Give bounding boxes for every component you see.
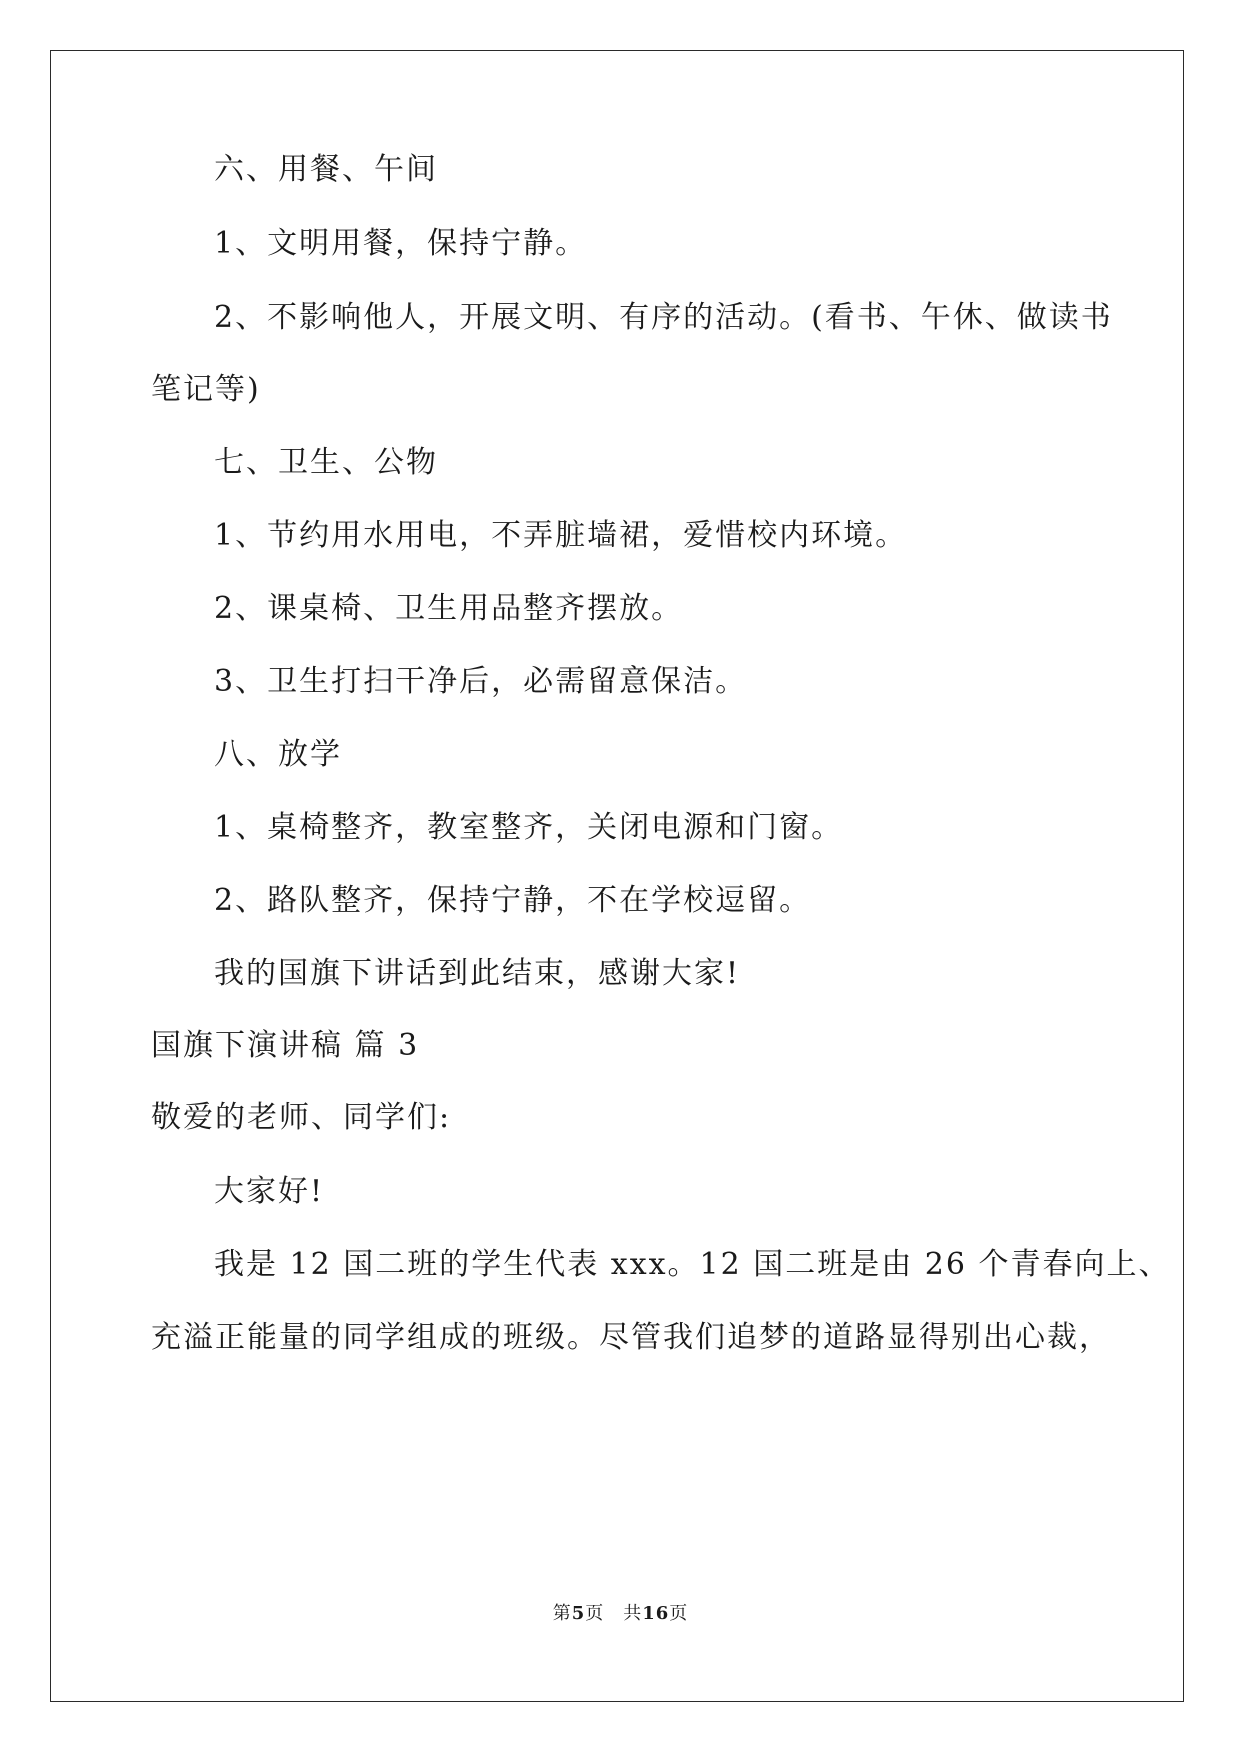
total-page-count: 16 xyxy=(642,1603,670,1624)
section-title: 国旗下演讲稿 篇 3 xyxy=(151,1028,420,1063)
paragraph-line-continued: 充溢正能量的同学组成的班级。尽管我们追梦的道路显得别出心裁， xyxy=(151,1320,1111,1355)
paragraph-line: 1、桌椅整齐，教室整齐，关闭电源和门窗。 xyxy=(214,810,844,845)
footer-prefix: 第 xyxy=(552,1603,572,1624)
page-footer xyxy=(0,1602,1241,1626)
section-heading-6: 六、用餐、午间 xyxy=(214,152,438,187)
paragraph-line: 2、课桌椅、卫生用品整齐摆放。 xyxy=(214,591,684,626)
paragraph-line: 2、不影响他人，开展文明、有序的活动。(看书、午休、做读书 xyxy=(214,300,1113,335)
paragraph-line: 1、节约用水用电，不弄脏墙裙，爱惜校内环境。 xyxy=(214,518,908,553)
closing-line: 我的国旗下讲话到此结束，感谢大家! xyxy=(214,956,741,991)
current-page-number: 5 xyxy=(571,1603,586,1624)
paragraph-line: 2、路队整齐，保持宁静，不在学校逗留。 xyxy=(214,883,812,918)
paragraph-line: 1、文明用餐，保持宁静。 xyxy=(214,226,588,261)
section-heading-7: 七、卫生、公物 xyxy=(214,445,438,480)
paragraph-line-continued: 笔记等) xyxy=(151,372,261,407)
footer-mid: 页 共 xyxy=(585,1603,643,1624)
section-heading-8: 八、放学 xyxy=(214,737,342,772)
footer-suffix: 页 xyxy=(669,1603,689,1624)
paragraph-line: 我是 12 国二班的学生代表 xxx。12 国二班是由 26 个青春向上、 xyxy=(214,1247,1171,1282)
greeting: 大家好! xyxy=(214,1174,325,1209)
paragraph-line: 3、卫生打扫干净后，必需留意保洁。 xyxy=(214,664,748,699)
salutation: 敬爱的老师、同学们: xyxy=(151,1100,452,1135)
